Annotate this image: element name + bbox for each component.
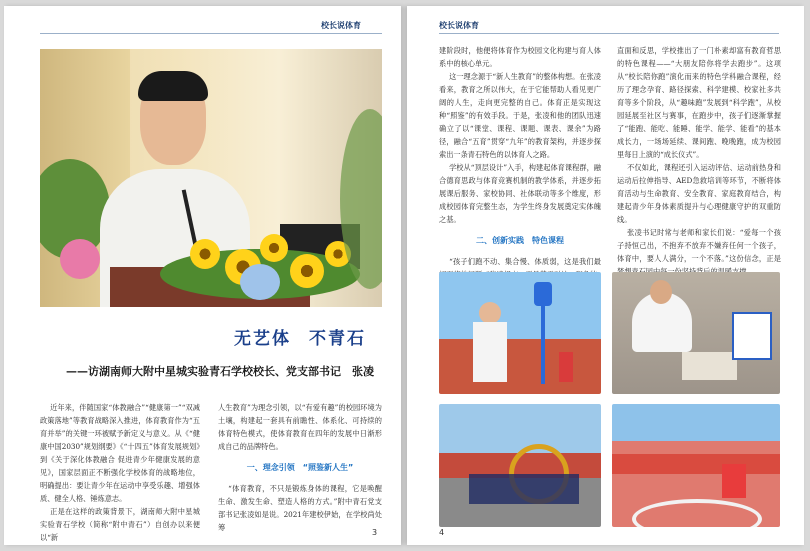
sunflower [190, 239, 220, 269]
student [559, 352, 573, 382]
student-runner [722, 464, 746, 498]
student-shirt [732, 312, 772, 360]
paragraph: “体育教育，不只是锻炼身体的课程，它是唤醒生命、激发生命、塑造人格的方式。”附中青石党支部书记张凌如是说。2021年建校伊始，在学校尚处筹 [218, 484, 382, 532]
left-column-1 [40, 401, 200, 544]
page-number: 4 [439, 528, 445, 537]
speaker-photo [40, 49, 382, 307]
person-head [479, 302, 501, 324]
title-part2: 不青石 [309, 329, 366, 349]
left-page [4, 6, 401, 545]
paragraph: 学校从“顶层设计”入手，构建起体育课程群，融合德育思政与体育竞赛机制的教学体系，并逐步拓展课后服务、家校协同、社体联动等多个维度，形成校园体育完整生态，为学生终身发展奠定实体魄之基。 [439, 163, 601, 224]
header-divider [439, 33, 779, 34]
section-header: 校长说体育 [439, 21, 479, 30]
speaker-hair [138, 71, 208, 101]
section-header: 校长说体育 [321, 21, 361, 30]
left-column-2 [218, 401, 382, 534]
paragraph: 正是在这样的政策背景下，湖南师大附中星城实验青石学校（简称“附中青石”）自创办以来便以“新 [40, 507, 200, 542]
students-row [612, 454, 780, 474]
photo-running-track [612, 404, 780, 527]
title-part1: 无艺体 [234, 329, 291, 349]
performers [469, 474, 579, 504]
page-number: 3 [372, 528, 378, 537]
right-column-2 [617, 44, 781, 278]
paragraph: “孩子们跑不动、集合慢、体质弱，这是我们最 [449, 257, 601, 266]
paragraph: 建阶段时，他便将体育作为校园文化构建与育人体系中的核心单元。 [439, 46, 601, 68]
right-page [407, 6, 804, 545]
photo-dragon-dance [439, 404, 601, 527]
right-column-1 [439, 44, 601, 281]
paragraph: 近年来，伴随国家“体教融合”“健康第一”“双减政策落地”等教育战略深入推进，体育教育作为“五育并举”的关键一环被赋予新定义与意义。从《“健康中国2030”规划纲要》《“十四五”体育发展规划》到《关于深化体教融合 促进青少年健康发展的意见》，国家层面正不断强化学校体育的战略地位，明确提出：要让青少年在运动中享受乐趣、增强体质、健全人格、锤炼意志。 [40, 403, 200, 503]
section-heading: 二、创新实践 特色课程 [476, 236, 564, 245]
paragraph: 直面和反思，学校推出了一门朴素却富有教育哲思的特色课程——“大朋友陪你将学去跑步”。这项从“校长陪你跑”演化而来的特色学科融合课程，经历了理念孕育、路径探索、科学建模、校家社多共育等多个阶段，从“趣味跑”发展到“科学跑”，从校园延展至社区与赛事，在跑步中，孩子们逐渐掌握了“能跑、能吃、能睡、能学、能学、能看”的基本成长力，一场场延续、课间跑、晚晚跑，成为校园里每日上演的“成长仪式”。 [617, 46, 781, 159]
article-subtitle: ——访湖南师大附中星城实验青石学校校长、党支部书记 张凌 [66, 365, 374, 378]
sunflower [290, 254, 324, 288]
paragraph: 这一理念源于“新人生教育”的整体构想。在张凌看来，教育之所以伟大，在于它能帮助人看见更广阔的人生，走向更完整的自己。体育正是实现这种“照鉴”的有效手段。于是，张凌和他的团队迅速确立了以“课堂、课程、课题、课表、课余”为路径，融合“五育”贯穿“九年”的教育架构，并逐步探索出一条青石特色的以体育人之路。 [439, 72, 601, 159]
person-shirt [473, 322, 507, 382]
paragraph: 人生教育”为理念引领，以“有爱有趣”的校园环境为土壤，构建起一套具有前瞻性、体系化、可持续的体育特色模式，使体育教育在四年的发展中日渐形成自己的品牌特色。 [218, 403, 382, 451]
section-heading: 一、理念引领 “照鉴新人生” [246, 463, 354, 472]
pink-flowers [60, 239, 100, 279]
paragraph: 不仅如此，课程还引入运动评估、运动前热身和运动后拉伸指导、AED急救培训等环节，不断将体育活动与生命教育、安全教育、家庭教育结合，构建起青少年身体素质提升与心理健康守护的双重防线。 [617, 163, 781, 224]
teacher-head [650, 280, 672, 304]
photo-basketball [439, 272, 601, 394]
sunflower [260, 234, 288, 262]
track-marking [632, 499, 762, 527]
basketball-hoop [534, 282, 552, 306]
paragraph: 张凌书记时常与老师和家长们说：“爱每一个孩子持恒己出，不抱弃不放弃不嫌弃任何一个孩子，体育中，要人人满分，一个不落。”这份信念，正是 [617, 228, 781, 263]
photo-board-game [612, 272, 780, 394]
hoop-pole [541, 304, 545, 384]
header-divider [40, 33, 382, 34]
blue-hydrangea [240, 264, 280, 300]
game-board [682, 352, 737, 380]
